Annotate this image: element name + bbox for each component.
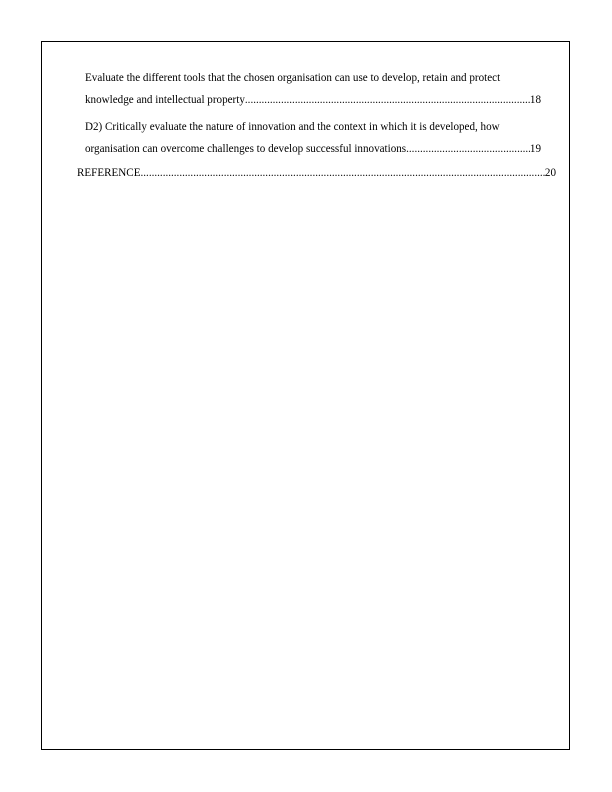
toc-entry-tools[interactable] xyxy=(85,67,541,111)
page-number: 19 xyxy=(529,143,541,155)
toc-entry-title-line2-row xyxy=(85,89,541,111)
dot-leader xyxy=(141,162,545,184)
page-number: 20 xyxy=(544,167,556,179)
toc-entry-title-line1: D2) Critically evaluate the nature of innovation and the context in which it is developed, how xyxy=(85,121,500,133)
toc-entry-title-line2: knowledge and intellectual property xyxy=(85,94,245,106)
toc-entry-d2[interactable] xyxy=(85,116,541,160)
dot-leader xyxy=(406,138,530,160)
toc-entry-title-line2-row xyxy=(85,138,541,160)
toc-entry-title: REFERENCE xyxy=(77,167,141,179)
page-number: 18 xyxy=(529,94,541,106)
dot-leader xyxy=(245,89,530,111)
toc-entry-title-line2: organisation can overcome challenges to develop successful innovations xyxy=(85,143,407,155)
toc-entry-reference[interactable] xyxy=(77,162,556,184)
toc-entry-title-line1: Evaluate the different tools that the chosen organisation can use to develop, retain and protect xyxy=(85,72,501,84)
toc-entry-title-row xyxy=(77,162,556,184)
